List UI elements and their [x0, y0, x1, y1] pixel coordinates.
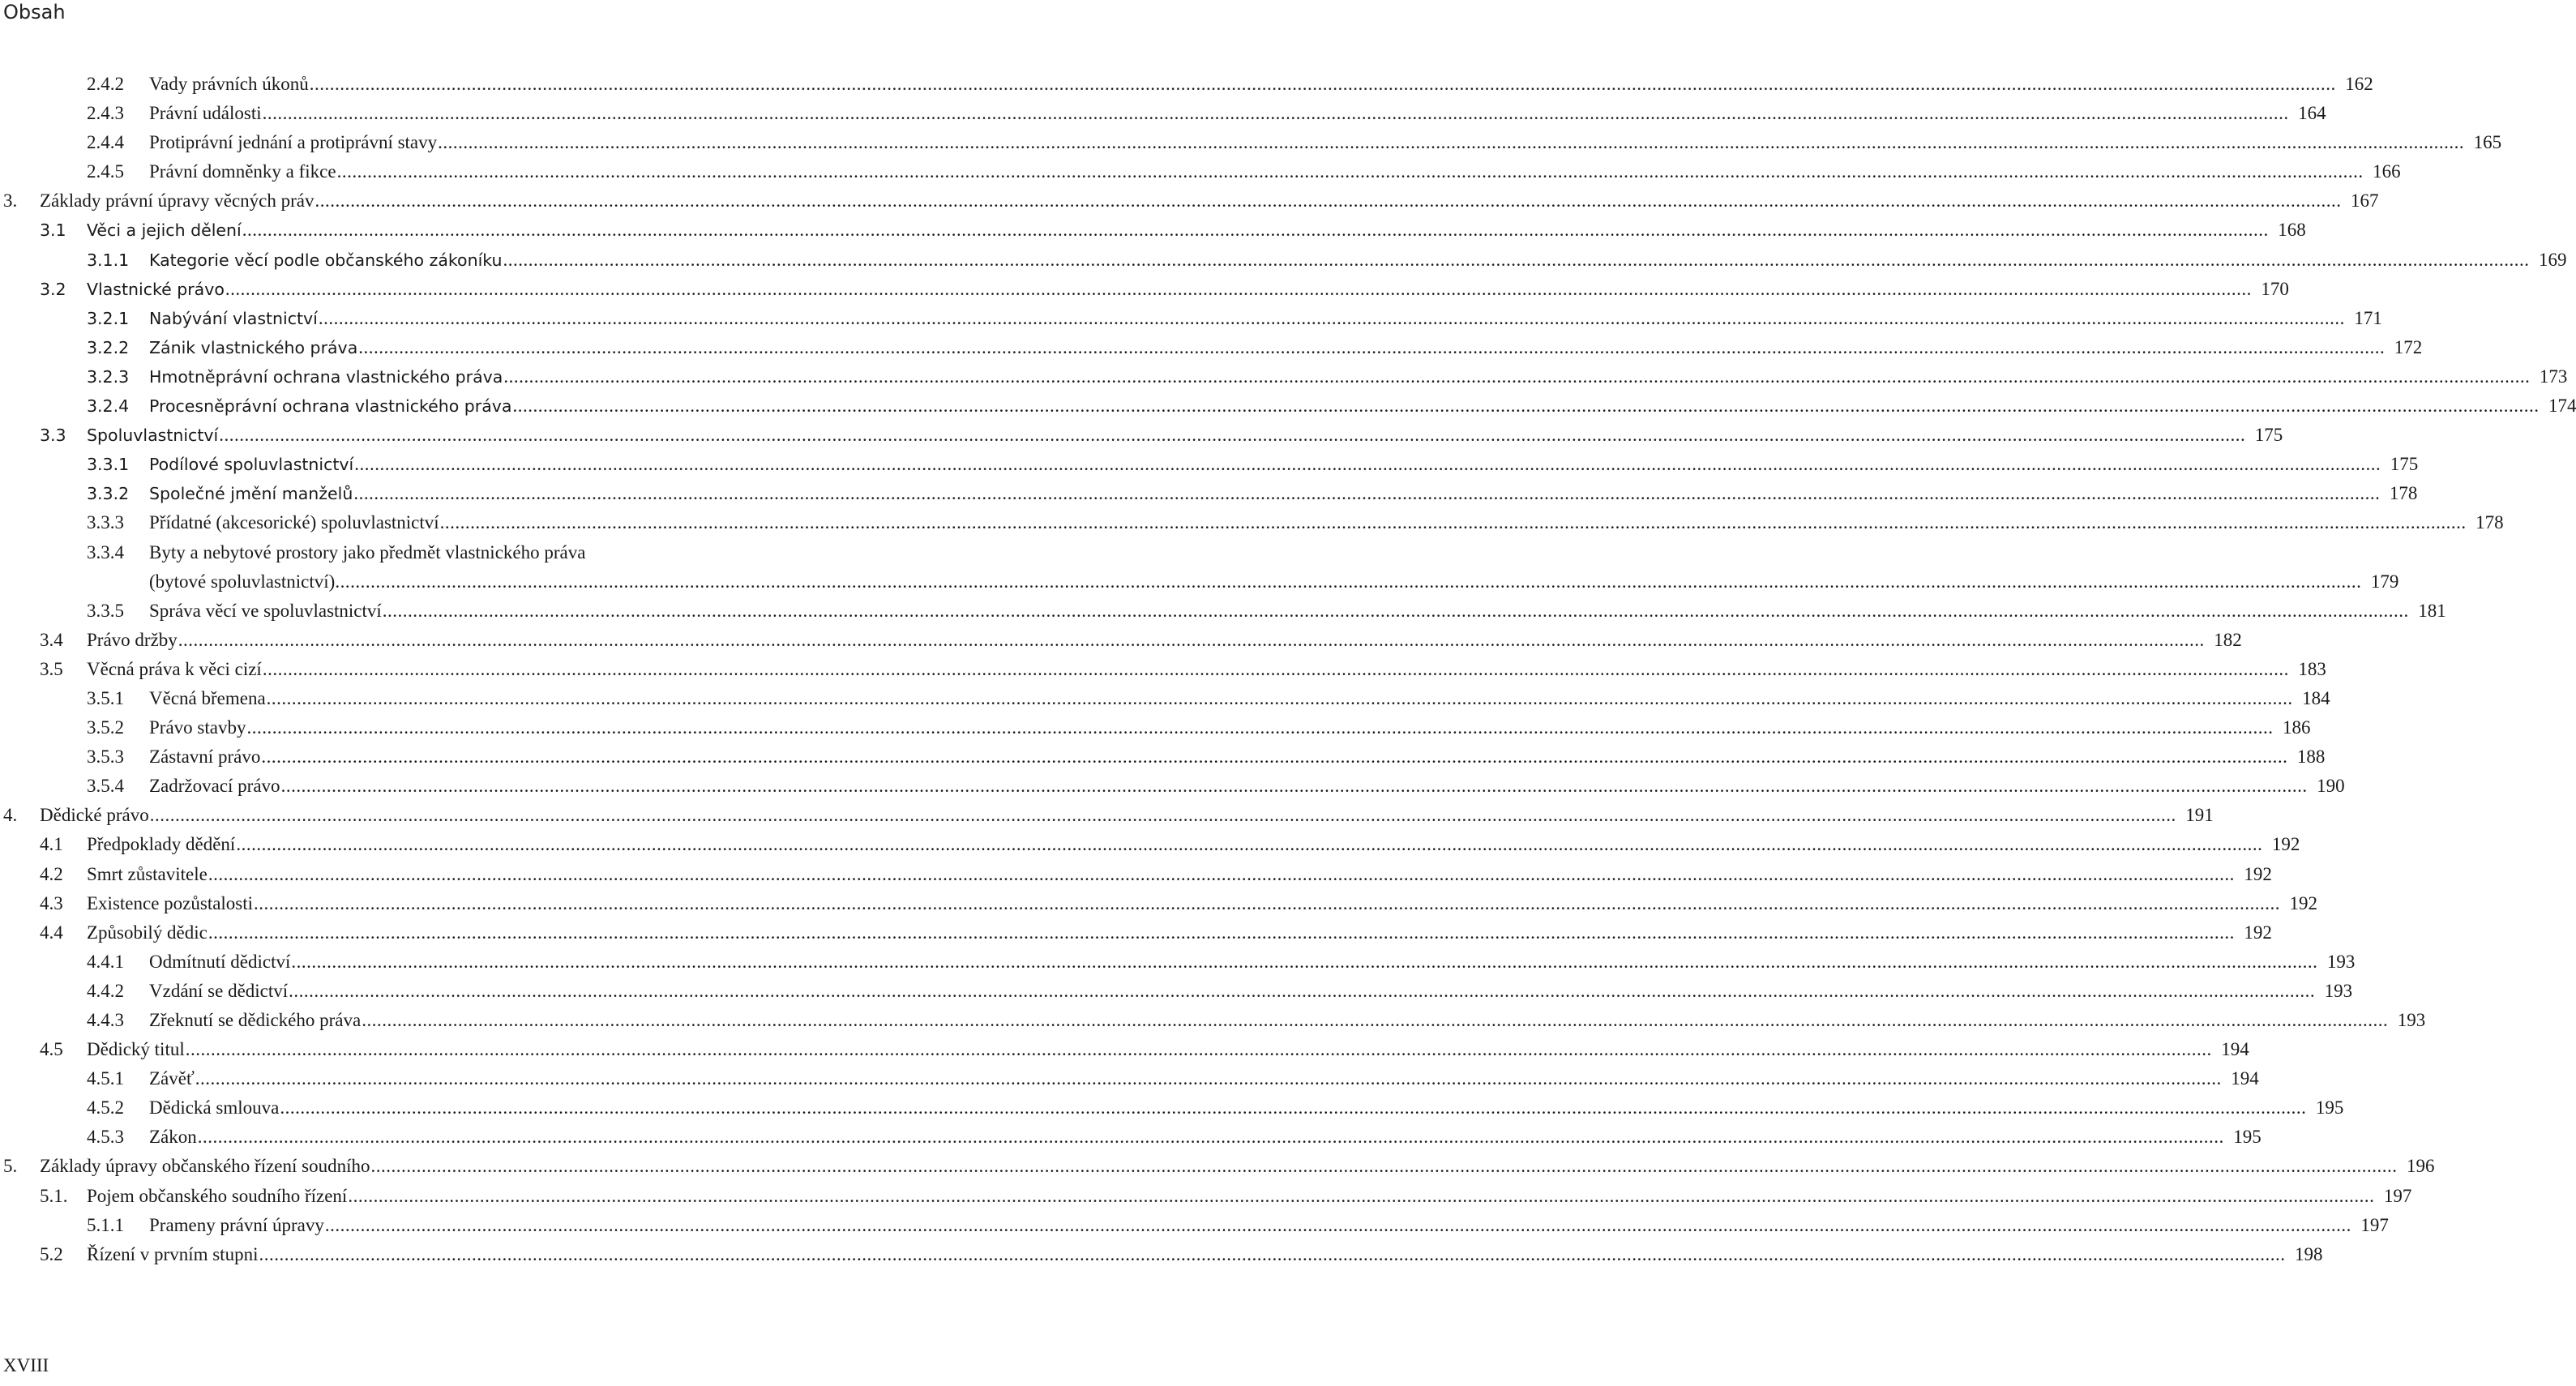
- toc-entry[interactable]: [0, 479, 2418, 508]
- toc-entry-number: 3.: [3, 190, 18, 212]
- toc-entry[interactable]: [0, 772, 2345, 801]
- dot-leader: ................................................................................................................................................................................................................................................................................................................................................................................................................: [149, 805, 2176, 826]
- toc-entry-title: Právo držby: [87, 629, 178, 650]
- toc-entry-page: 168: [2278, 220, 2306, 241]
- dot-leader: ................................................................................................................................................................................................................................................................................................................................................................................................................: [236, 834, 2263, 855]
- toc-entry-page: 192: [2244, 922, 2272, 943]
- dot-leader: ................................................................................................................................................................................................................................................................................................................................................................................................................: [225, 278, 2252, 299]
- toc-entry-title: Podílové spoluvlastnictví: [149, 455, 354, 475]
- toc-entry-number: 3.2.1: [87, 308, 130, 328]
- toc-entry-page: 178: [2475, 512, 2504, 533]
- dot-leader: ................................................................................................................................................................................................................................................................................................................................................................................................................: [512, 396, 2540, 417]
- toc-entry-title: Dědický titul: [87, 1039, 185, 1060]
- toc-entry-number: 5.: [3, 1156, 18, 1177]
- toc-entry[interactable]: [0, 186, 2379, 216]
- toc-entry-page: 192: [2244, 863, 2272, 884]
- toc-entry-title: Řízení v prvním stupni: [87, 1243, 259, 1264]
- toc-entry-page: 186: [2282, 717, 2311, 738]
- toc-entry-page: 182: [2214, 629, 2242, 650]
- toc-entry[interactable]: [0, 1152, 2435, 1181]
- toc-entry-title: Vady právních úkonů: [149, 74, 309, 94]
- toc-entry-title: Právní domněnky a fikce: [149, 161, 336, 182]
- toc-entry-title: Spoluvlastnictví: [87, 426, 219, 446]
- toc-entry-title: Hmotněprávní ochrana vlastnického práva: [149, 366, 503, 387]
- toc-entry-title: Existence pozůstalosti: [87, 892, 254, 913]
- toc-entry-number: 3.2.4: [87, 396, 130, 417]
- toc-entry[interactable]: [0, 157, 2401, 186]
- dot-leader: ................................................................................................................................................................................................................................................................................................................................................................................................................: [382, 600, 2409, 621]
- toc-entry-page: 193: [2324, 980, 2353, 1001]
- dot-leader: ................................................................................................................................................................................................................................................................................................................................................................................................................: [178, 629, 2205, 650]
- toc-entry[interactable]: [0, 626, 2242, 655]
- toc-entry[interactable]: [0, 362, 2568, 391]
- dot-leader: ................................................................................................................................................................................................................................................................................................................................................................................................................: [335, 571, 2362, 592]
- toc-entry-page: 193: [2397, 1010, 2426, 1030]
- toc-entry-number: 2.4.3: [87, 103, 124, 124]
- toc-entry-page: 194: [2221, 1039, 2249, 1060]
- toc-entry[interactable]: [0, 742, 2326, 772]
- dot-leader: ................................................................................................................................................................................................................................................................................................................................................................................................................: [503, 366, 2531, 387]
- toc-entry-title: Věcná břemena: [149, 687, 266, 708]
- toc-entry-title: Procesněprávní ochrana vlastnického práva: [149, 396, 512, 417]
- toc-entry[interactable]: [0, 1006, 2426, 1035]
- toc-entry-title: Věcná práva k věci cizí: [87, 658, 262, 679]
- toc-entry-page: 181: [2418, 600, 2446, 621]
- toc-entry-title: Prameny právní úpravy: [149, 1214, 324, 1235]
- toc-entry[interactable]: [0, 1182, 2412, 1211]
- toc-entry[interactable]: [0, 1123, 2261, 1152]
- toc-entry-number: 4.5: [40, 1039, 63, 1060]
- toc-entry-page: 197: [2360, 1214, 2389, 1235]
- dot-leader: ................................................................................................................................................................................................................................................................................................................................................................................................................: [324, 1214, 2351, 1235]
- dot-leader: ................................................................................................................................................................................................................................................................................................................................................................................................................: [353, 483, 2381, 504]
- toc-entry-number: 3.5.3: [87, 746, 124, 768]
- toc-entry[interactable]: [0, 801, 2214, 830]
- table-of-contents: [0, 70, 2576, 1269]
- toc-entry-title: Vzdání se dědictví: [149, 980, 289, 1001]
- toc-entry-number: 3.5.4: [87, 776, 124, 797]
- toc-entry-page: 162: [2345, 74, 2373, 94]
- dot-leader: ................................................................................................................................................................................................................................................................................................................................................................................................................: [197, 1127, 2224, 1148]
- page-header-title: Obsah: [3, 1, 66, 24]
- toc-entry-number: 3.5: [40, 658, 63, 679]
- toc-entry-number: 4.5.2: [87, 1097, 124, 1119]
- toc-entry-page: 188: [2296, 746, 2326, 768]
- toc-entry-number: 3.3.4: [87, 541, 124, 563]
- toc-entry[interactable]: [0, 421, 2283, 450]
- toc-entry-page: 167: [2350, 190, 2379, 212]
- toc-entry-page: 192: [2271, 834, 2300, 855]
- toc-entry[interactable]: [0, 70, 2373, 99]
- dot-leader: ................................................................................................................................................................................................................................................................................................................................................................................................................: [185, 1039, 2212, 1060]
- toc-entry-title: Způsobilý dědic: [87, 922, 208, 943]
- toc-entry[interactable]: [0, 948, 2356, 977]
- dot-leader: ................................................................................................................................................................................................................................................................................................................................................................................................................: [242, 220, 2269, 241]
- toc-entry[interactable]: [0, 128, 2502, 157]
- toc-entry-page: 172: [2394, 336, 2423, 357]
- toc-entry-number: 3.2.2: [87, 337, 130, 357]
- toc-entry-page: 175: [2254, 425, 2283, 446]
- toc-entry-number: 3.3.1: [87, 455, 130, 475]
- toc-entry-number: 3.1.1: [87, 250, 130, 270]
- toc-entry[interactable]: [0, 216, 2306, 245]
- toc-entry-page: 178: [2389, 483, 2418, 504]
- toc-entry-page: 164: [2298, 103, 2326, 124]
- dot-leader: ................................................................................................................................................................................................................................................................................................................................................................................................................: [254, 892, 2281, 913]
- toc-entry-number: 3.3.2: [87, 484, 130, 504]
- toc-entry-number: 5.1.1: [87, 1214, 124, 1235]
- dot-leader: ................................................................................................................................................................................................................................................................................................................................................................................................................: [354, 454, 2381, 475]
- toc-entry-title: Pojem občanského soudního řízení: [87, 1185, 348, 1206]
- toc-entry-title: Odmítnutí dědictví: [149, 951, 291, 972]
- dot-leader: ................................................................................................................................................................................................................................................................................................................................................................................................................: [262, 658, 2289, 679]
- toc-entry-title: Protiprávní jednání a protiprávní stavy: [149, 132, 438, 153]
- toc-entry-number: 4.2: [40, 863, 63, 884]
- toc-entry-title: Zřeknutí se dědického práva: [149, 1010, 362, 1030]
- toc-entry-number: 4.3: [40, 892, 63, 913]
- toc-entry-page: 195: [2233, 1127, 2261, 1148]
- toc-entry[interactable]: [0, 977, 2353, 1006]
- toc-entry-number: 3.2.3: [87, 366, 130, 387]
- toc-entry-number: 3.2: [40, 279, 66, 299]
- dot-leader: ................................................................................................................................................................................................................................................................................................................................................................................................................: [262, 103, 2289, 124]
- dot-leader: ................................................................................................................................................................................................................................................................................................................................................................................................................: [280, 1097, 2307, 1119]
- toc-entry-title: Nabývání vlastnictví: [149, 308, 318, 328]
- toc-entry-number: 2.4.5: [87, 161, 124, 182]
- toc-entry[interactable]: [0, 918, 2272, 948]
- toc-entry-number: 2.4.2: [87, 74, 124, 94]
- toc-entry-title: Dědická smlouva: [149, 1097, 280, 1119]
- toc-entry-title: Zánik vlastnického práva: [149, 337, 358, 357]
- toc-entry-page: 196: [2407, 1156, 2435, 1177]
- toc-entry[interactable]: [0, 304, 2382, 333]
- toc-entry-number: 2.4.4: [87, 132, 124, 153]
- toc-entry-title: Kategorie věcí podle občanského zákoníku: [149, 250, 503, 270]
- toc-entry[interactable]: [0, 1093, 2344, 1123]
- toc-entry-page: 179: [2370, 571, 2399, 592]
- toc-entry[interactable]: [0, 860, 2272, 889]
- toc-entry[interactable]: [0, 713, 2311, 742]
- toc-entry-number: 4.4.1: [87, 951, 124, 972]
- toc-entry-page: 195: [2315, 1097, 2344, 1119]
- toc-entry-number: 4.5.3: [87, 1127, 124, 1148]
- toc-entry-title: Správa věcí ve spoluvlastnictví: [149, 600, 382, 621]
- toc-entry[interactable]: [0, 538, 2399, 597]
- toc-entry-title: Věci a jejich dělení: [87, 220, 242, 241]
- toc-entry-title: Předpoklady dědění: [87, 834, 236, 855]
- dot-leader: ................................................................................................................................................................................................................................................................................................................................................................................................................: [246, 717, 2274, 738]
- toc-entry-number: 4.4.3: [87, 1010, 124, 1030]
- toc-entry-title: Základy právní úpravy věcných práv: [40, 190, 315, 212]
- toc-entry-title: Zástavní právo: [149, 746, 261, 768]
- toc-entry[interactable]: [0, 655, 2326, 684]
- toc-entry-number: 3.5.1: [87, 687, 124, 708]
- toc-entry-number: 3.1: [40, 220, 66, 241]
- dot-leader: ................................................................................................................................................................................................................................................................................................................................................................................................................: [348, 1185, 2375, 1206]
- toc-entry-number: 5.1.: [40, 1185, 68, 1206]
- toc-entry-number: 3.4: [40, 629, 63, 650]
- toc-entry-title: Zadržovací právo: [149, 776, 280, 797]
- dot-leader: ................................................................................................................................................................................................................................................................................................................................................................................................................: [195, 1068, 2222, 1089]
- toc-entry-number: 3.5.2: [87, 717, 124, 738]
- dot-leader: ................................................................................................................................................................................................................................................................................................................................................................................................................: [503, 249, 2530, 270]
- dot-leader: ................................................................................................................................................................................................................................................................................................................................................................................................................: [291, 951, 2318, 972]
- toc-entry-title: Smrt zůstavitele: [87, 863, 208, 884]
- page-number: XVIII: [3, 1355, 49, 1375]
- dot-leader: ................................................................................................................................................................................................................................................................................................................................................................................................................: [208, 922, 2235, 943]
- toc-entry-number: 4.4.2: [87, 980, 124, 1001]
- toc-entry-page: 198: [2294, 1243, 2323, 1264]
- toc-entry-title: Vlastnické právo: [87, 279, 225, 299]
- dot-leader: ................................................................................................................................................................................................................................................................................................................................................................................................................: [439, 512, 2467, 533]
- toc-entry[interactable]: [0, 1035, 2249, 1064]
- toc-entry-page: 166: [2373, 161, 2401, 182]
- toc-entry-page: 193: [2326, 951, 2356, 972]
- toc-entry[interactable]: [0, 684, 2330, 713]
- toc-entry[interactable]: [0, 275, 2289, 304]
- toc-entry[interactable]: [0, 333, 2423, 362]
- dot-leader: ................................................................................................................................................................................................................................................................................................................................................................................................................: [219, 425, 2246, 446]
- toc-entry-title: Dědické právo: [40, 805, 149, 826]
- toc-entry-page: 173: [2539, 366, 2568, 387]
- toc-entry-number: 4.5.1: [87, 1068, 124, 1089]
- dot-leader: ................................................................................................................................................................................................................................................................................................................................................................................................................: [261, 746, 2288, 768]
- toc-entry-page: 184: [2302, 687, 2330, 708]
- dot-leader: ................................................................................................................................................................................................................................................................................................................................................................................................................: [438, 132, 2465, 153]
- toc-entry[interactable]: [0, 1064, 2259, 1093]
- toc-entry-number: 4.: [3, 805, 18, 826]
- toc-entry[interactable]: [0, 1211, 2389, 1240]
- toc-entry-page: 169: [2539, 249, 2567, 270]
- toc-entry-page: 191: [2185, 805, 2214, 826]
- dot-leader: ................................................................................................................................................................................................................................................................................................................................................................................................................: [362, 1010, 2389, 1030]
- toc-entry-page: 183: [2298, 658, 2326, 679]
- toc-entry-page: 192: [2289, 892, 2318, 913]
- dot-leader: ................................................................................................................................................................................................................................................................................................................................................................................................................: [309, 74, 2336, 94]
- dot-leader: ................................................................................................................................................................................................................................................................................................................................................................................................................: [289, 980, 2316, 1001]
- toc-entry-page: 171: [2354, 307, 2382, 328]
- toc-entry-number: 5.2: [40, 1243, 63, 1264]
- toc-entry[interactable]: [0, 830, 2300, 859]
- toc-entry[interactable]: [0, 889, 2318, 918]
- toc-entry-number: 3.3: [40, 426, 66, 446]
- dot-leader: ................................................................................................................................................................................................................................................................................................................................................................................................................: [336, 161, 2364, 182]
- toc-entry-number: 3.3.3: [87, 512, 124, 533]
- toc-entry-title: (bytové spoluvlastnictví): [149, 571, 336, 592]
- toc-entry-title: Zákon: [149, 1127, 197, 1148]
- toc-entry[interactable]: [0, 508, 2504, 537]
- dot-leader: ................................................................................................................................................................................................................................................................................................................................................................................................................: [266, 687, 2293, 708]
- toc-entry-page: 194: [2231, 1068, 2259, 1089]
- dot-leader: ................................................................................................................................................................................................................................................................................................................................................................................................................: [318, 307, 2345, 328]
- toc-entry[interactable]: [0, 246, 2567, 275]
- toc-entry[interactable]: [0, 450, 2419, 479]
- toc-entry-title: Právní události: [149, 103, 262, 124]
- toc-entry-page: 190: [2317, 776, 2345, 797]
- dot-leader: ................................................................................................................................................................................................................................................................................................................................................................................................................: [259, 1243, 2286, 1264]
- toc-entry[interactable]: [0, 1240, 2323, 1269]
- toc-entry[interactable]: [0, 391, 2576, 421]
- dot-leader: ................................................................................................................................................................................................................................................................................................................................................................................................................: [370, 1156, 2398, 1177]
- toc-entry-page: 165: [2473, 132, 2502, 153]
- dot-leader: ................................................................................................................................................................................................................................................................................................................................................................................................................: [315, 190, 2342, 212]
- toc-entry-number: 4.1: [40, 834, 63, 855]
- toc-entry-title: Společné jmění manželů: [149, 484, 353, 504]
- toc-entry-title: Základy úpravy občanského řízení soudního: [40, 1156, 370, 1177]
- toc-entry-title: Přídatné (akcesorické) spoluvlastnictví: [149, 512, 439, 533]
- toc-entry-title: Závěť: [149, 1068, 195, 1089]
- toc-entry[interactable]: [0, 597, 2446, 626]
- dot-leader: ................................................................................................................................................................................................................................................................................................................................................................................................................: [358, 336, 2386, 357]
- toc-entry-page: 197: [2383, 1185, 2412, 1206]
- toc-entry-page: 175: [2390, 454, 2419, 475]
- toc-entry-title: Byty a nebytové prostory jako předmět vlastnického práva: [149, 541, 586, 563]
- toc-entry-page: 170: [2261, 278, 2289, 299]
- toc-entry-page: 174: [2548, 396, 2576, 417]
- dot-leader: ................................................................................................................................................................................................................................................................................................................................................................................................................: [280, 776, 2308, 797]
- toc-entry-title: Právo stavby: [149, 717, 246, 738]
- toc-entry-number: 4.4: [40, 922, 63, 943]
- toc-entry-number: 3.3.5: [87, 600, 124, 621]
- dot-leader: ................................................................................................................................................................................................................................................................................................................................................................................................................: [208, 863, 2235, 884]
- toc-entry[interactable]: [0, 99, 2326, 128]
